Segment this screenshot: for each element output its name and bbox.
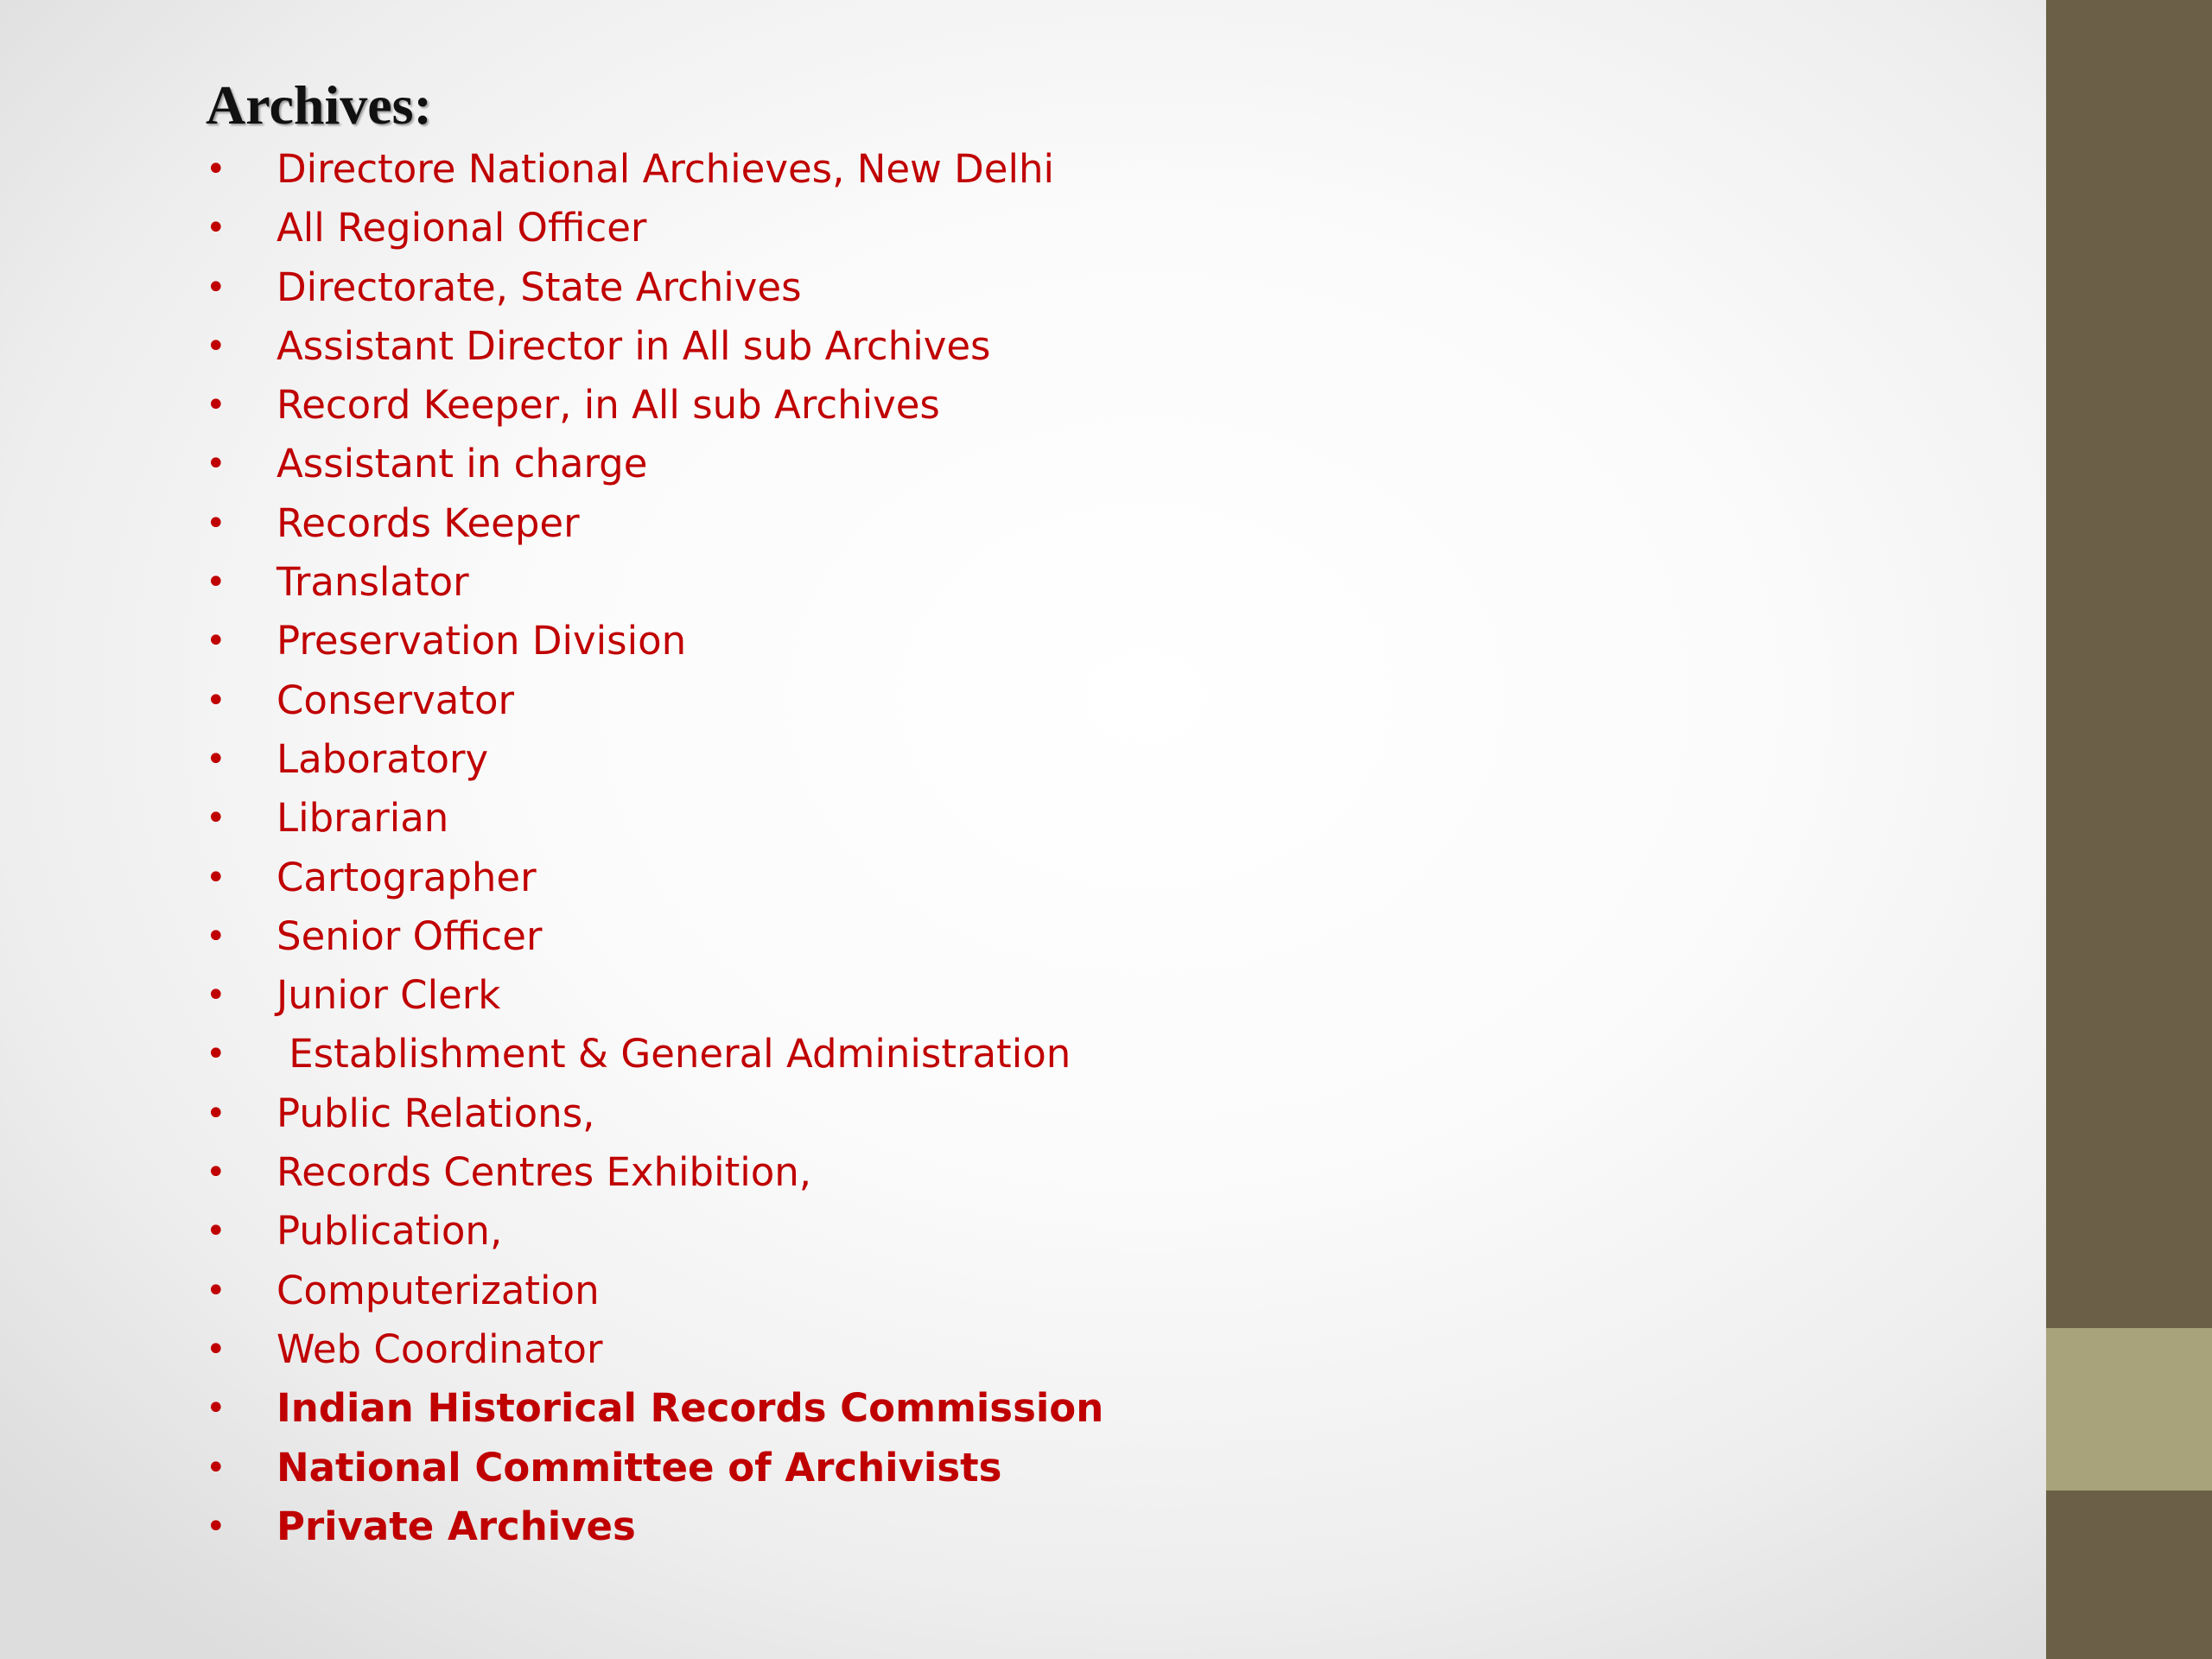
list-item-label: Public Relations,	[276, 1090, 595, 1136]
list-item-label: Laboratory	[276, 735, 489, 782]
bullet-icon: •	[206, 385, 226, 426]
list-item-label: Establishment & General Administration	[276, 1031, 1071, 1077]
bullet-icon: •	[206, 267, 226, 308]
list-item-label: Directorate, State Archives	[276, 264, 802, 310]
bullet-icon: •	[206, 1270, 226, 1311]
list-item	[206, 849, 1761, 907]
slide-title: Archives:	[206, 74, 432, 136]
bullet-icon: •	[206, 1093, 226, 1134]
list-item-label: Senior Officer	[276, 912, 543, 959]
list-item	[206, 317, 1761, 376]
bullet-icon: •	[206, 503, 226, 543]
bullet-icon: •	[206, 1153, 226, 1193]
list-item	[206, 553, 1761, 612]
bullet-icon: •	[206, 1211, 226, 1252]
bullet-icon: •	[206, 208, 226, 249]
list-item	[206, 1202, 1761, 1261]
list-item	[206, 1025, 1761, 1084]
list-item	[206, 1262, 1761, 1320]
list-item-label: Records Keeper	[276, 499, 580, 546]
list-item-label: Publication,	[276, 1208, 503, 1255]
list-item-label: Directore National Archieves, New Delhi	[276, 146, 1055, 192]
list-item	[206, 789, 1761, 848]
list-item-label: Cartographer	[276, 854, 537, 900]
list-item	[206, 966, 1761, 1025]
bullet-icon: •	[206, 1389, 226, 1429]
list-item	[206, 612, 1761, 671]
bullet-icon: •	[206, 621, 226, 662]
bullet-icon: •	[206, 739, 226, 779]
bullet-icon: •	[206, 563, 226, 603]
list-item-label: Assistant Director in All sub Archives	[276, 322, 991, 369]
bullet-icon: •	[206, 1034, 226, 1075]
list-item-label: Record Keeper, in All sub Archives	[276, 382, 940, 429]
list-item	[206, 435, 1761, 493]
list-item	[206, 1320, 1761, 1379]
list-item-label: Librarian	[276, 795, 449, 842]
list-item-label: Translator	[276, 559, 469, 606]
list-item-label: Conservator	[276, 677, 514, 723]
list-item-label: Web Coordinator	[276, 1325, 603, 1372]
bullet-icon: •	[206, 149, 226, 189]
bullet-icon: •	[206, 798, 226, 839]
bullet-icon: •	[206, 1329, 226, 1370]
list-item	[206, 907, 1761, 966]
bullet-icon: •	[206, 680, 226, 721]
list-item-label: Preservation Division	[276, 618, 687, 664]
list-item	[206, 140, 1761, 199]
list-item-label: Indian Historical Records Commission	[276, 1385, 1104, 1432]
bullet-icon: •	[206, 857, 226, 898]
list-item	[206, 1379, 1761, 1438]
decorative-side-accent	[2046, 1328, 2212, 1491]
list-item-label: Junior Clerk	[276, 972, 501, 1019]
list-item	[206, 1497, 1761, 1556]
bullet-icon: •	[206, 444, 226, 485]
bullet-icon: •	[206, 916, 226, 957]
list-item	[206, 258, 1761, 317]
list-item	[206, 1084, 1761, 1143]
bullet-icon: •	[206, 1447, 226, 1488]
list-item	[206, 671, 1761, 730]
list-item-label: Assistant in charge	[276, 441, 648, 487]
list-item	[206, 730, 1761, 789]
list-item	[206, 1143, 1761, 1202]
bullet-icon: •	[206, 976, 226, 1016]
list-item-label: Private Archives	[276, 1503, 636, 1549]
list-item-label: Computerization	[276, 1267, 600, 1313]
bullet-icon: •	[206, 1506, 226, 1547]
list-item	[206, 376, 1761, 435]
list-item	[206, 494, 1761, 553]
list-item-label: National Committee of Archivists	[276, 1444, 1002, 1491]
list-item-label: All Regional Officer	[276, 205, 647, 251]
list-item	[206, 199, 1761, 257]
list-item-label: Records Centres Exhibition,	[276, 1149, 812, 1196]
bullet-icon: •	[206, 326, 226, 366]
list-item	[206, 1439, 1761, 1497]
archives-bullet-list	[206, 140, 1761, 1556]
